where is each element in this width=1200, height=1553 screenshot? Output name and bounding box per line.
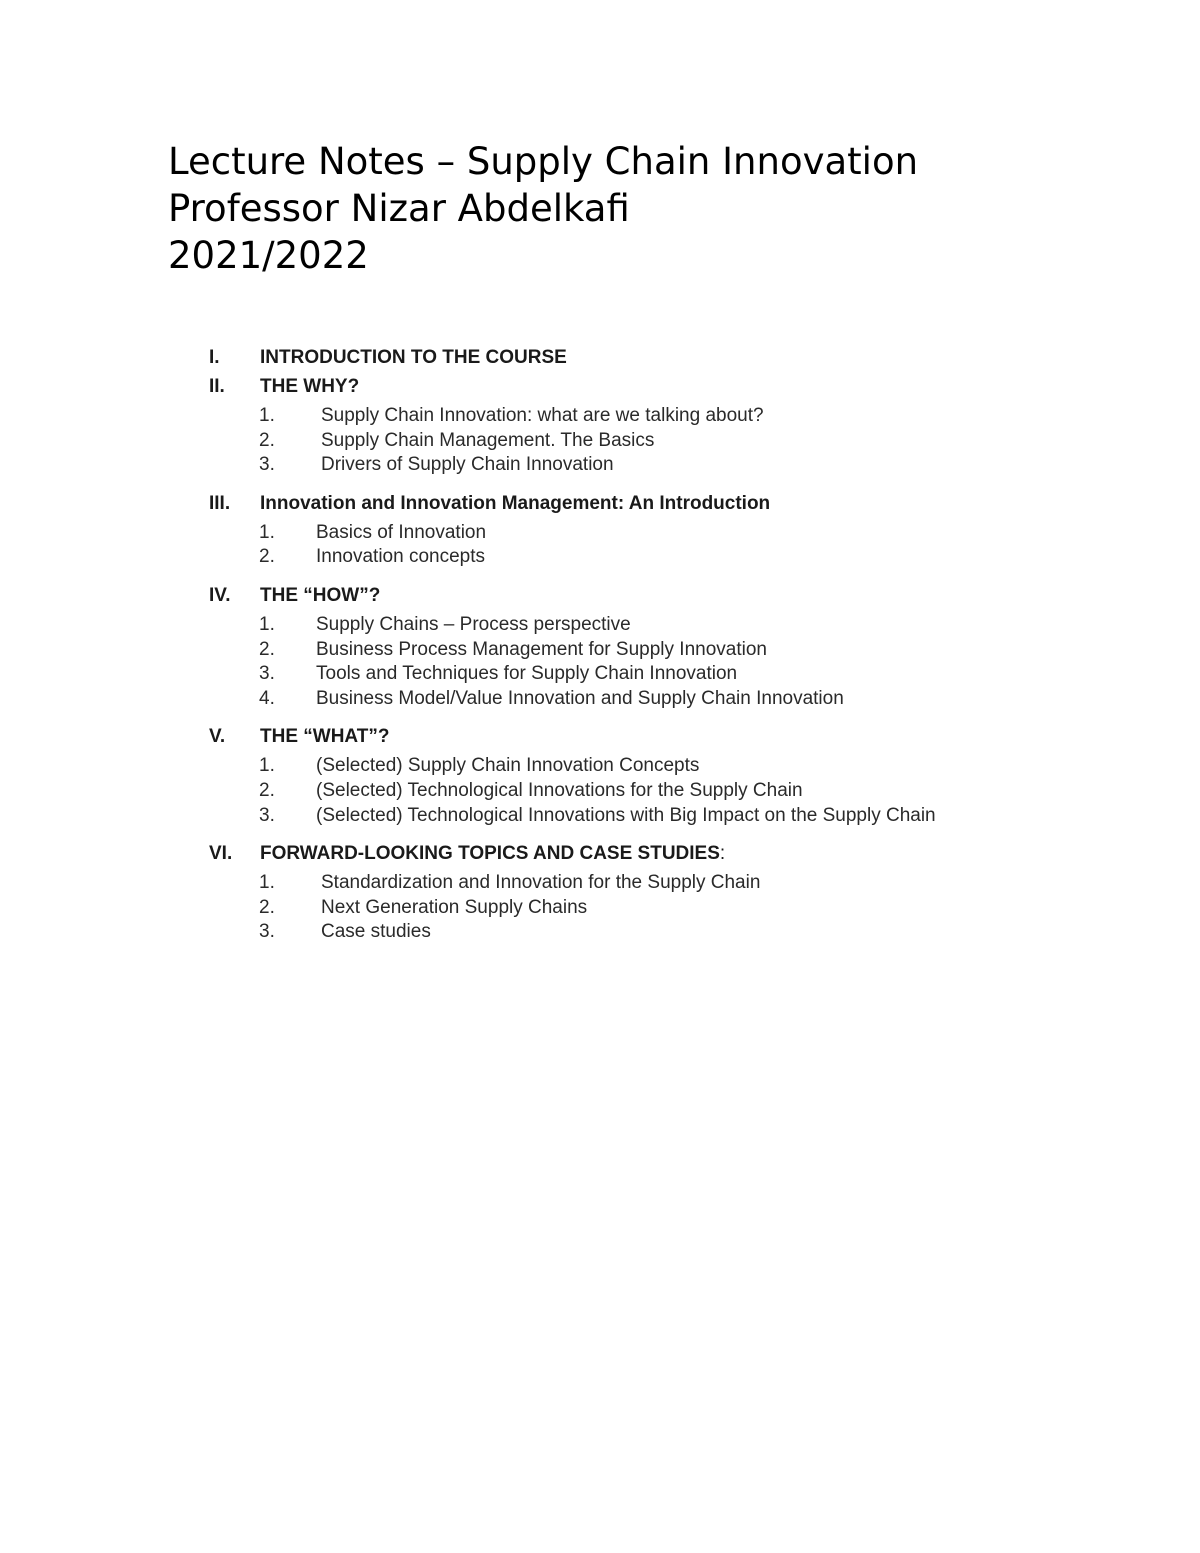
item-text: Drivers of Supply Chain Innovation <box>321 454 614 476</box>
document-title <box>168 138 918 279</box>
section-item-list <box>209 522 936 571</box>
list-item <box>209 921 936 946</box>
item-text: Business Model/Value Innovation and Supply Chain Innovation <box>316 687 844 709</box>
title-line-year: 2021/2022 <box>168 234 369 277</box>
outline-section <box>209 493 936 585</box>
outline-section <box>209 376 936 493</box>
title-line-course: Lecture Notes – Supply Chain Innovation <box>168 140 919 183</box>
section-spacer <box>209 712 936 726</box>
section-spacer <box>209 829 936 843</box>
list-item <box>209 639 936 664</box>
item-text: Tools and Techniques for Supply Chain Innovation <box>316 663 738 685</box>
section-numeral: III. <box>209 492 231 514</box>
item-number: 1. <box>259 521 275 543</box>
section-item-list <box>209 405 936 479</box>
list-item <box>209 405 936 430</box>
item-number: 4. <box>259 687 275 709</box>
item-number: 1. <box>259 872 275 894</box>
section-numeral: IV. <box>209 584 231 606</box>
section-numeral: VI. <box>209 843 233 865</box>
item-text: Next Generation Supply Chains <box>321 896 588 918</box>
section-title: Innovation and Innovation Management: An Introduction <box>260 492 771 514</box>
section-title-colon: : <box>719 843 726 865</box>
section-heading <box>209 585 936 614</box>
item-number: 2. <box>259 429 275 451</box>
list-item <box>209 897 936 922</box>
item-number: 3. <box>259 454 275 476</box>
item-number: 1. <box>259 405 275 426</box>
list-item <box>209 872 936 897</box>
section-spacer <box>209 479 936 493</box>
section-numeral: II. <box>209 376 225 397</box>
list-item <box>209 688 936 713</box>
item-text: Innovation concepts <box>316 546 486 568</box>
section-heading <box>209 843 936 872</box>
item-number: 2. <box>259 546 275 568</box>
item-number: 3. <box>259 921 275 943</box>
outline-section <box>209 585 936 726</box>
section-heading <box>209 376 936 405</box>
section-heading <box>209 726 936 755</box>
item-number: 1. <box>259 613 275 635</box>
list-item <box>209 430 936 455</box>
item-text: (Selected) Technological Innovations for the Supply Chain <box>316 779 803 801</box>
item-number: 2. <box>259 896 275 918</box>
item-text: Supply Chains – Process perspective <box>316 613 631 635</box>
list-item <box>209 546 936 571</box>
section-item-list <box>209 614 936 712</box>
section-spacer <box>209 571 936 585</box>
list-item <box>209 805 936 830</box>
section-numeral: I. <box>209 347 220 368</box>
section-item-list <box>209 872 936 946</box>
outline-section <box>209 843 936 946</box>
section-item-list <box>209 755 936 829</box>
section-title: FORWARD-LOOKING TOPICS AND CASE STUDIES <box>260 843 720 865</box>
item-text: Standardization and Innovation for the Supply Chain <box>321 872 761 894</box>
item-text: Case studies <box>321 921 431 943</box>
section-numeral: V. <box>209 726 226 748</box>
section-heading <box>209 493 936 522</box>
section-title: THE “WHAT”? <box>260 726 390 748</box>
item-number: 2. <box>259 779 275 801</box>
section-title: INTRODUCTION TO THE COURSE <box>260 347 567 368</box>
list-item <box>209 780 936 805</box>
section-heading <box>209 347 936 376</box>
item-text: Business Process Management for Supply Innovation <box>316 638 767 660</box>
course-outline <box>209 347 936 946</box>
title-line-professor: Professor Nizar Abdelkafi <box>168 187 630 230</box>
list-item <box>209 454 936 479</box>
item-text: Supply Chain Management. The Basics <box>321 429 655 451</box>
item-text: (Selected) Supply Chain Innovation Concepts <box>316 755 700 777</box>
section-title: THE WHY? <box>260 376 360 397</box>
item-text: Supply Chain Innovation: what are we talking about? <box>321 405 764 426</box>
item-text: Basics of Innovation <box>316 521 487 543</box>
outline-section <box>209 726 936 843</box>
outline-section <box>209 347 936 376</box>
list-item <box>209 755 936 780</box>
section-title: THE “HOW”? <box>260 584 381 606</box>
list-item <box>209 614 936 639</box>
item-number: 1. <box>259 755 275 777</box>
list-item <box>209 663 936 688</box>
item-number: 3. <box>259 663 275 685</box>
list-item <box>209 522 936 547</box>
item-number: 2. <box>259 638 275 660</box>
item-text: (Selected) Technological Innovations with Big Impact on the Supply Chain <box>316 804 936 826</box>
item-number: 3. <box>259 804 275 826</box>
